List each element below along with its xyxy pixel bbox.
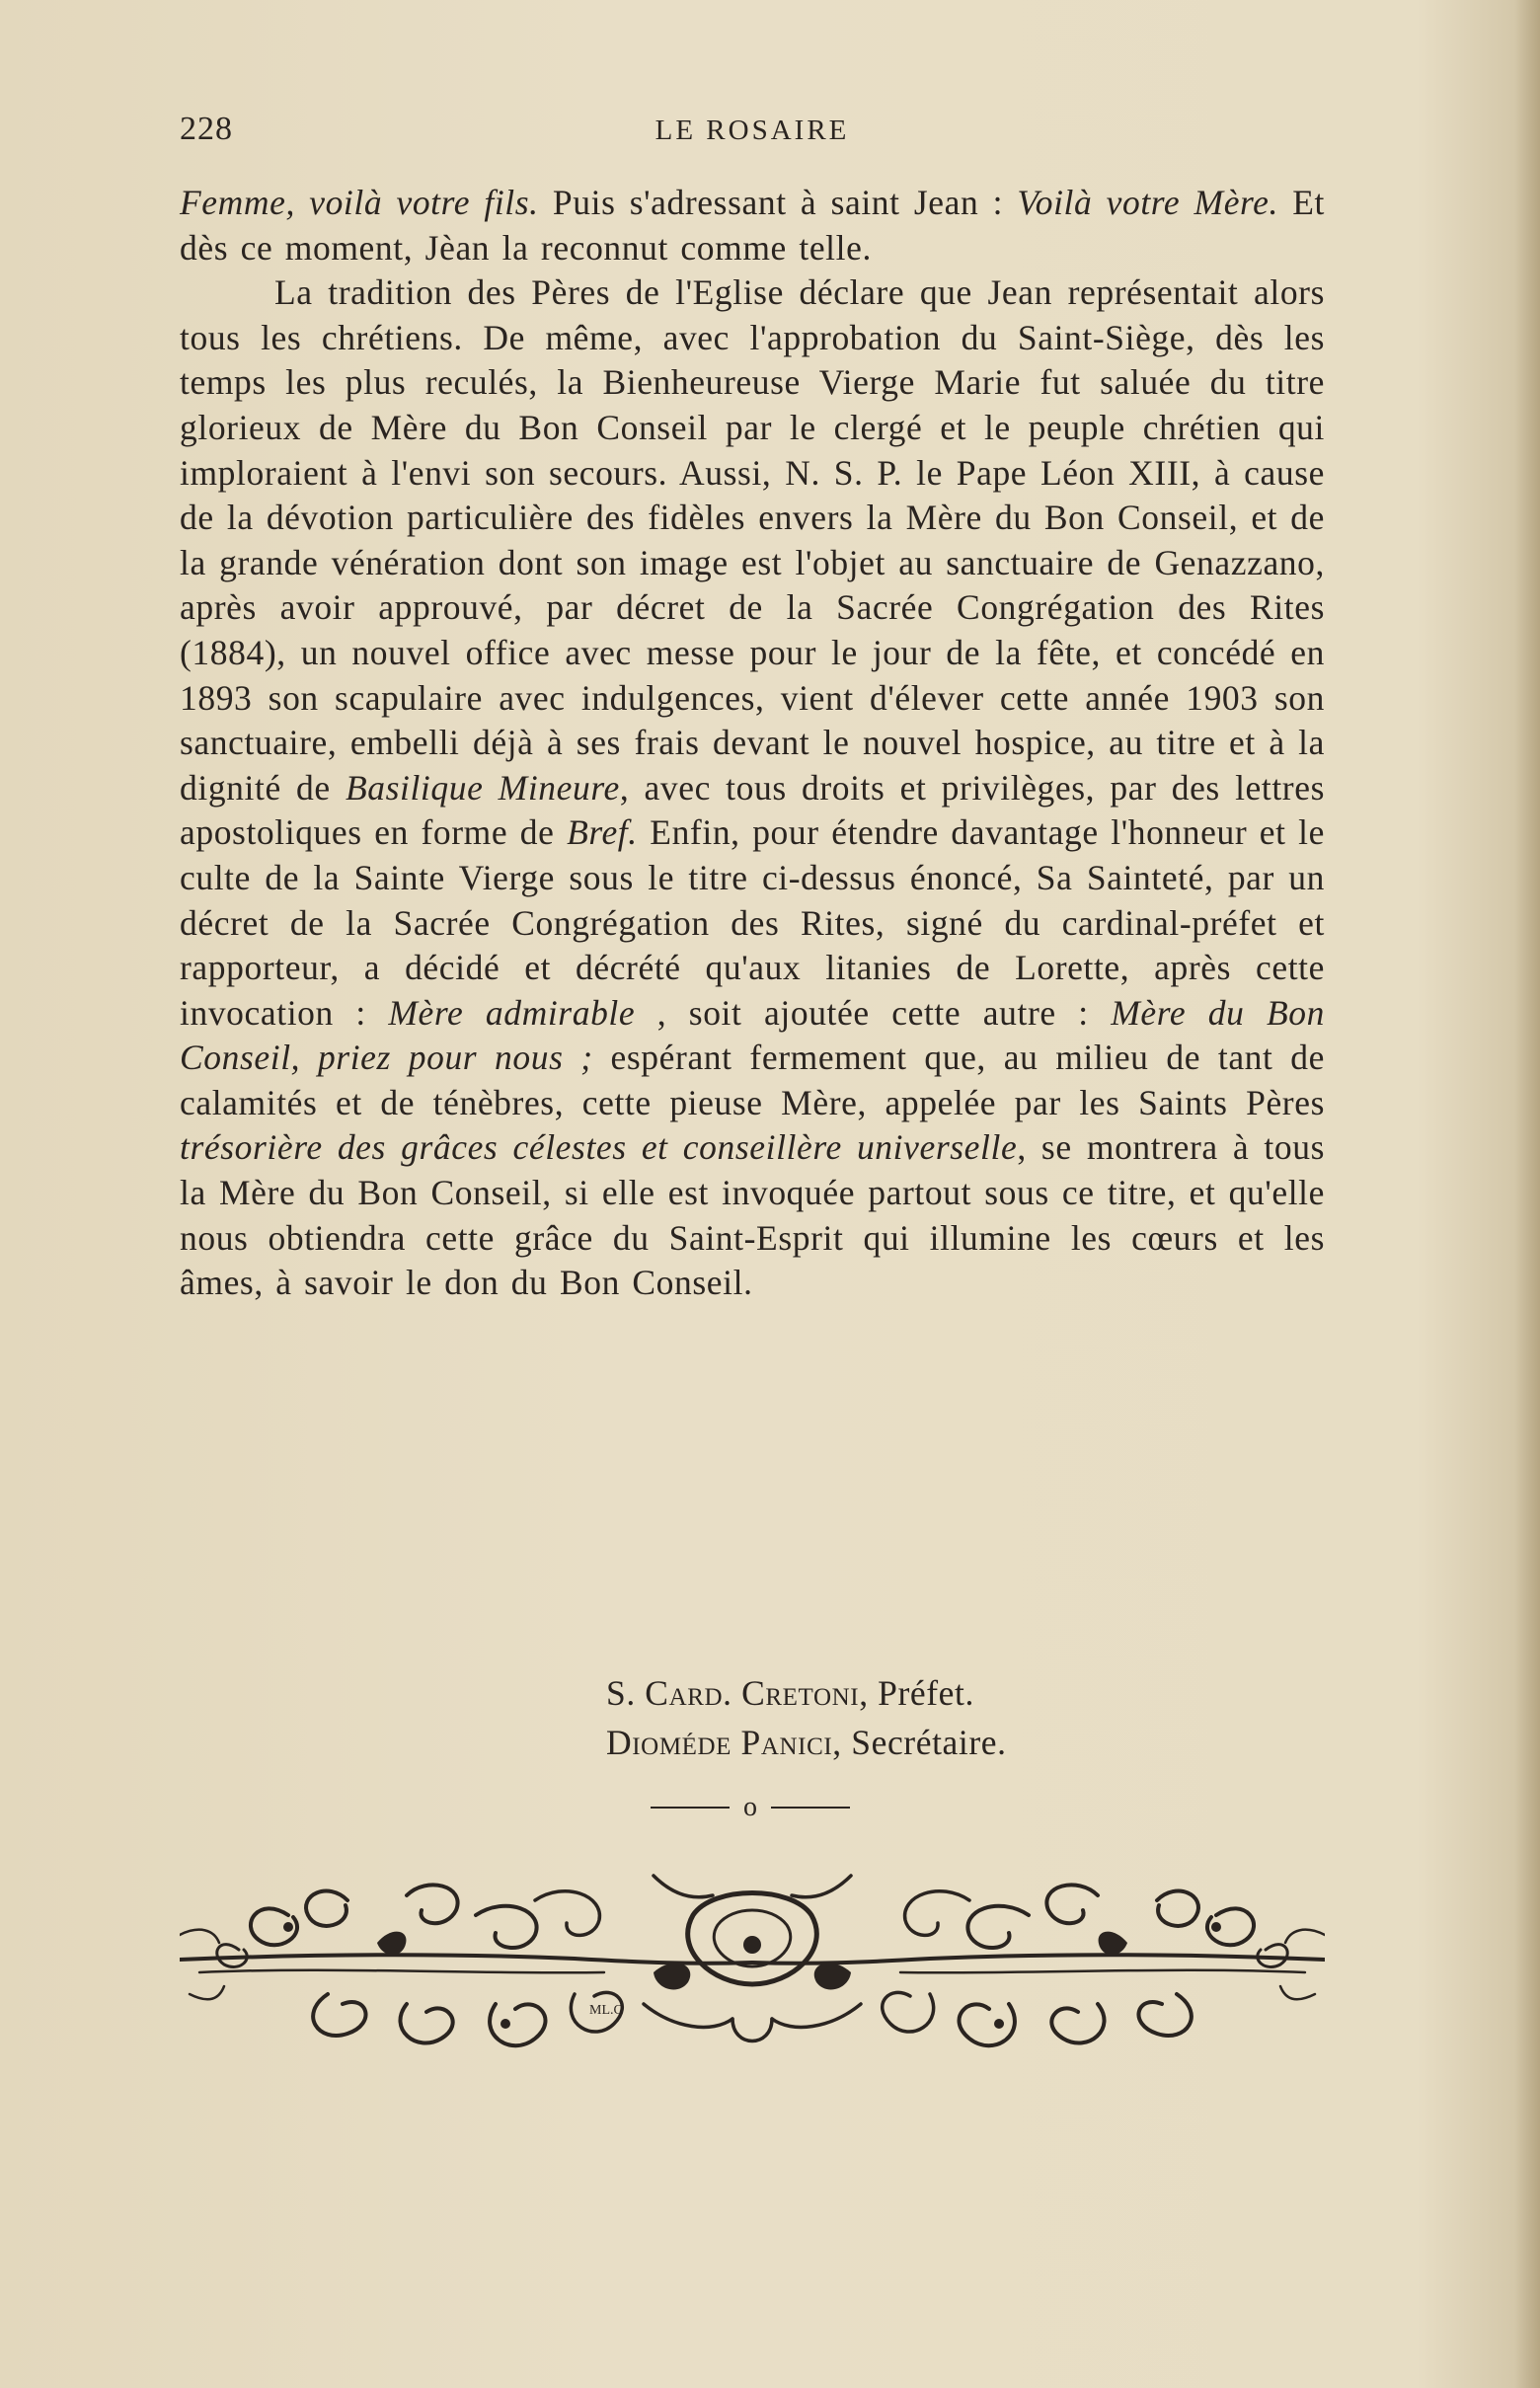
- text-run: espérant fermement que, au milieu de tant de calamités et de ténèbres, cette pieuse Mère, appelée par les Saints Pères: [180, 1038, 1325, 1122]
- paragraph-2: [180, 270, 1325, 1306]
- italic-quote: Voilà votre Mère.: [1017, 183, 1278, 222]
- text-run: La tradition des Pères de l'Eglise déclare que Jean représentait alors tous les chrétiens. De même, avec l'approbation du Saint-Siège, dès les temps les plus reculés, la Bienheureuse Vierge Marie fut saluée du titre glorieux de Mère du Bon Conseil par le clergé et le peuple chrétien qui imploraient à l'envi son secours. Aussi, N. S. P. le Pape Léon XIII, à cause de la dévotion particulière des fidèles envers la Mère du Bon Conseil, et de la grande vénération dont son image est l'objet au sanctuaire de Genazzano, après avoir approuvé, par décret de la Sacrée Congrégation des Rites (1884), un nouvel office avec messe pour le jour de la fête, et concédé en 1893 son scapulaire avec indulgences, vient d'élever cette année 1903 son sanctuaire, embelli déjà à ses frais devant le nouvel hospice, au titre et à la dignité de: [180, 272, 1325, 808]
- italic-invocation: Mère admirable: [388, 992, 636, 1033]
- italic-term: Bref.: [567, 812, 638, 853]
- section-separator: [632, 1793, 869, 1822]
- italic-quote: Femme, voilà votre fils.: [180, 183, 539, 222]
- separator-rule-right: [771, 1807, 850, 1809]
- text-run: Puis s'adressant à saint Jean :: [538, 183, 1018, 222]
- text-run: Enfin, pour étendre davantage l'honneur et le culte de la Sainte Vierge sous le titre ci-dessus énoncé, Sa Sainteté, par un décret de la Sacrée Congrégation des Rites, signé du cardinal-préfet et rapporteur, a décidé et décrété qu'aux litanies de Lorette, après cette invocation :: [180, 812, 1325, 1033]
- body-text: [180, 181, 1325, 1306]
- separator-mark: o: [743, 1792, 757, 1822]
- italic-invocation: Mère du Bon Conseil, priez pour nous ;: [180, 992, 1326, 1078]
- signature-prefect: [606, 1668, 1297, 1718]
- paragraph-1: [180, 181, 1325, 270]
- signature-name: Dioméde Panici: [606, 1723, 833, 1762]
- text-run: , avec tous droits et privilèges, par des lettres apostoliques en forme de: [180, 767, 1326, 853]
- separator-rule-left: [651, 1807, 730, 1809]
- signature-title: , Préfet.: [859, 1673, 974, 1713]
- floral-scroll-ornament-icon: [180, 1856, 1325, 2083]
- text-run: , se montrera à tous la Mère du Bon Conseil, si elle est invoquée partout sous ce titre, et qu'elle nous obtiendra cette grâce du Saint-Esprit qui illumine les cœurs et les âmes, à savoir le don du Bon Conseil.: [180, 1127, 1326, 1303]
- page-number: 228: [180, 111, 233, 147]
- signature-secretary: [606, 1718, 1297, 1767]
- italic-title: trésorière des grâces célestes et conseillère universelle: [180, 1127, 1018, 1168]
- text-run: , soit ajoutée cette autre :: [635, 992, 1112, 1033]
- signature-block: [606, 1668, 1297, 1767]
- ornament-monogram: ML.C: [589, 2003, 623, 2018]
- running-head: LE ROSAIRE: [654, 115, 850, 146]
- signature-name: S. Card. Cretoni: [606, 1673, 860, 1713]
- text-run: Et dès ce moment, Jèan la reconnut comme telle.: [180, 183, 1326, 268]
- italic-term: Basilique Mineure: [345, 767, 620, 808]
- signature-title: , Secrétaire.: [832, 1723, 1007, 1762]
- page-header: [180, 111, 1325, 160]
